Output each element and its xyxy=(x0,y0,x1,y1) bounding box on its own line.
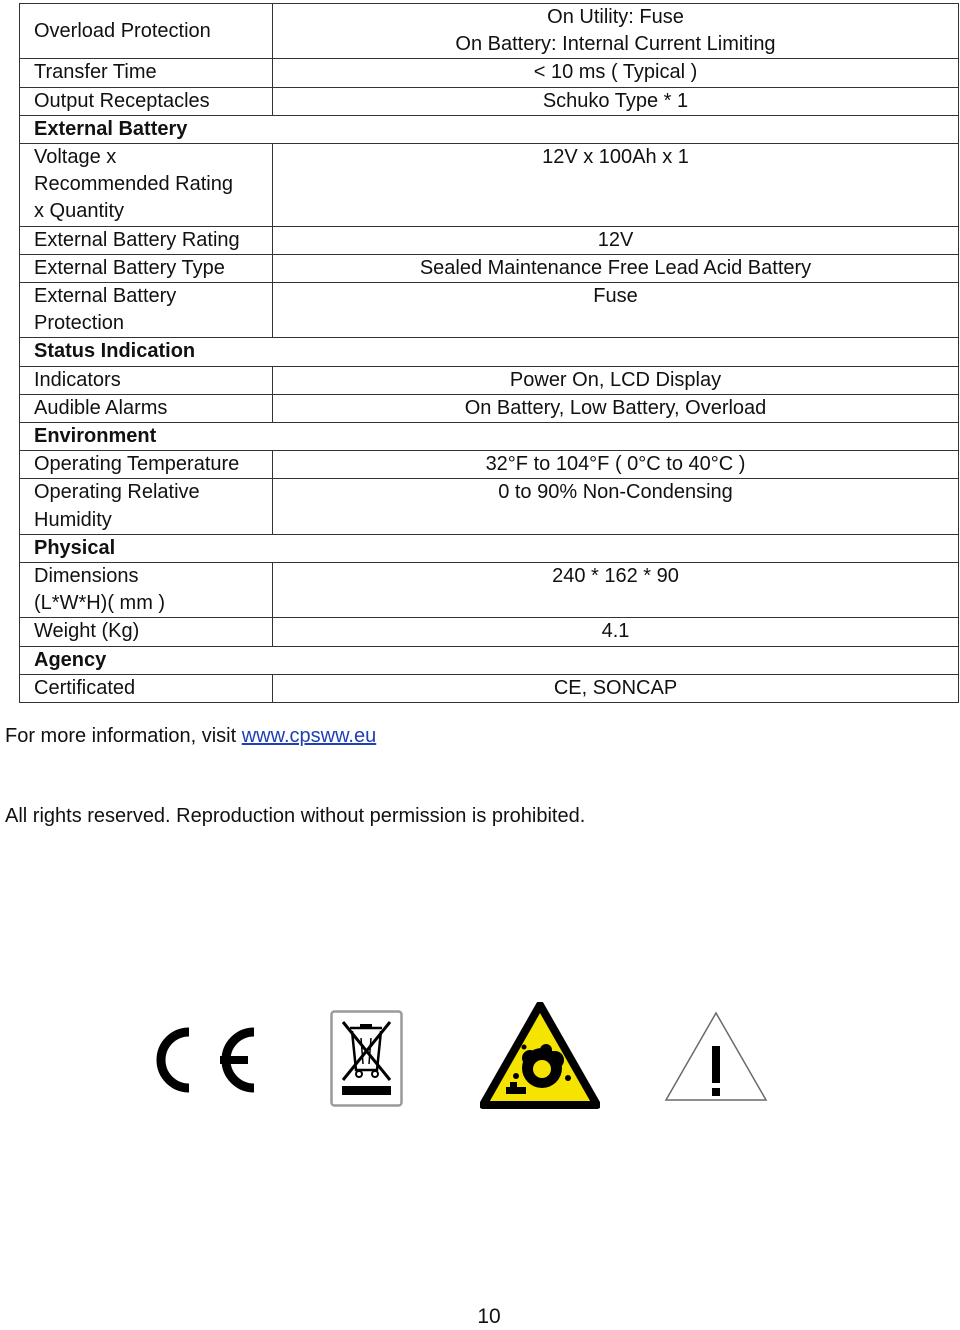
section-row-physical xyxy=(20,534,959,562)
section-heading: Agency xyxy=(20,646,959,674)
section-heading: Environment xyxy=(20,423,959,451)
spec-value: < 10 ms ( Typical ) xyxy=(273,59,959,87)
spec-row-transfer-time xyxy=(20,59,959,87)
section-heading: Status Indication xyxy=(20,338,959,366)
spec-label-line: Voltage x xyxy=(34,146,117,169)
spec-row-external-battery-rating xyxy=(20,226,959,254)
spec-value-line: On Battery: Internal Current Limiting xyxy=(455,33,776,56)
spec-row-dimensions xyxy=(20,563,959,618)
spec-value: Schuko Type * 1 xyxy=(273,87,959,115)
spec-label xyxy=(20,283,273,338)
spec-label: Indicators xyxy=(20,366,273,394)
spec-label xyxy=(20,144,273,227)
weee-crossed-bin-icon xyxy=(330,1010,403,1107)
spec-value: Fuse xyxy=(273,283,959,338)
ce-mark-icon xyxy=(150,1020,270,1100)
spec-label: Overload Protection xyxy=(20,4,273,59)
spec-value: 12V x 100Ah x 1 xyxy=(273,144,959,227)
spec-row-overload-protection xyxy=(20,4,959,59)
spec-label-line: Recommended Rating xyxy=(34,173,233,196)
spec-row-external-battery-type xyxy=(20,254,959,282)
spec-label-line: x Quantity xyxy=(34,200,125,223)
spec-label-line: Operating Relative xyxy=(34,481,200,504)
spec-row-voltage-rating-quantity xyxy=(20,144,959,227)
spec-row-external-battery-protection xyxy=(20,283,959,338)
spec-row-weight xyxy=(20,618,959,646)
spec-label xyxy=(20,479,273,534)
spec-label: Operating Temperature xyxy=(20,451,273,479)
spec-row-operating-temperature xyxy=(20,451,959,479)
spec-label: External Battery Type xyxy=(20,254,273,282)
website-link[interactable]: www.cpsww.eu xyxy=(241,725,377,747)
spec-label: Certificated xyxy=(20,674,273,702)
section-heading: External Battery xyxy=(20,115,959,143)
spec-label-line: Humidity xyxy=(34,508,112,531)
spec-value: CE, SONCAP xyxy=(273,674,959,702)
section-heading: Physical xyxy=(20,534,959,562)
spec-value: Sealed Maintenance Free Lead Acid Battery xyxy=(273,254,959,282)
spec-value: 12V xyxy=(273,226,959,254)
spec-label-line: (L*W*H)( mm ) xyxy=(34,592,166,615)
spec-value: 240 * 162 * 90 xyxy=(273,563,959,618)
spec-label: Transfer Time xyxy=(20,59,273,87)
spec-label xyxy=(20,563,273,618)
spec-value: 0 to 90% Non-Condensing xyxy=(273,479,959,534)
spec-row-output-receptacles xyxy=(20,87,959,115)
rights-notice: All rights reserved. Reproduction without permission is prohibited. xyxy=(5,805,586,827)
spec-label-line: Protection xyxy=(34,312,125,335)
spec-label: External Battery Rating xyxy=(20,226,273,254)
more-info-text: For more information, visit xyxy=(5,725,242,747)
spec-value: On Battery, Low Battery, Overload xyxy=(273,394,959,422)
spec-value xyxy=(273,4,959,59)
spec-label-line: External Battery xyxy=(34,285,177,308)
spec-value: 4.1 xyxy=(273,618,959,646)
spec-row-certificated xyxy=(20,674,959,702)
spec-label: Weight (Kg) xyxy=(20,618,273,646)
page-number: 10 xyxy=(477,1305,501,1328)
general-warning-icon xyxy=(662,1010,770,1103)
explosion-hazard-icon xyxy=(480,1002,600,1109)
spec-row-indicators xyxy=(20,366,959,394)
section-row-external-battery xyxy=(20,115,959,143)
spec-label: Audible Alarms xyxy=(20,394,273,422)
spec-label: Output Receptacles xyxy=(20,87,273,115)
spec-row-operating-humidity xyxy=(20,479,959,534)
more-info-line xyxy=(5,725,376,748)
spec-row-audible-alarms xyxy=(20,394,959,422)
section-row-status-indication xyxy=(20,338,959,366)
spec-value: Power On, LCD Display xyxy=(273,366,959,394)
spec-label-line: Dimensions xyxy=(34,565,139,588)
section-row-agency xyxy=(20,646,959,674)
section-row-environment xyxy=(20,423,959,451)
spec-value-line: On Utility: Fuse xyxy=(547,6,684,28)
specification-table xyxy=(19,3,959,703)
spec-value: 32°F to 104°F ( 0°C to 40°C ) xyxy=(273,451,959,479)
